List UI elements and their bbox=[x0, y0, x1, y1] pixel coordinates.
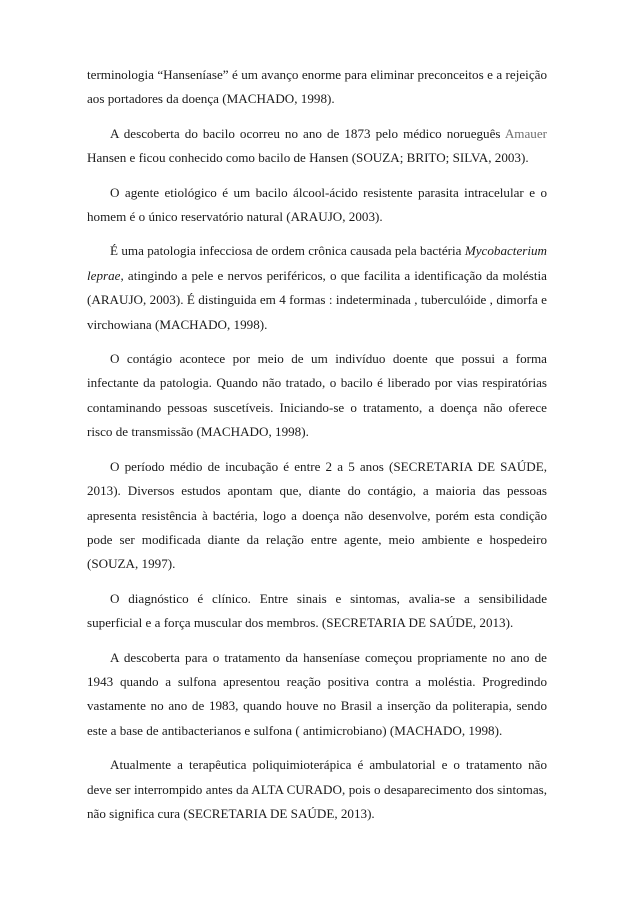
paragraph-text: É uma patologia infecciosa de ordem crônica causada pela bactéria bbox=[110, 243, 465, 259]
paragraph-etiologic-agent: O agente etiológico é um bacilo álcool-ácido resistente parasita intracelular e o homem é o único reservatório natural (ARAUJO, 2003). bbox=[87, 184, 547, 225]
paragraph-contagion: O contágio acontece por meio de um indivíduo doente que possui a forma infectante da patologia. Quando não tratado, o bacilo é liberado por vias respiratórias contaminando pessoas suscetíveis. Iniciando-se o tratamento, a doença não oferece risco de transmissão (MACHADO, 1998). bbox=[87, 351, 547, 440]
paragraph-current-therapy: Atualmente a terapêutica poliquimioterápica é ambulatorial e o tratamento não deve ser interrompido antes da ALTA CURADO, pois o desaparecimento dos sintomas, não significa cura (SECRETARIA DE SAÚDE, 2013). bbox=[87, 757, 547, 821]
paragraph-terminology: terminologia “Hanseníase” é um avanço enorme para eliminar preconceitos e a rejeição aos portadores da doença (MACHADO, 1998). bbox=[87, 67, 547, 107]
paragraph-incubation: O período médio de incubação é entre 2 a 5 anos (SECRETARIA DE SAÚDE, 2013). Diversos estudos apontam que, diante do contágio, a maioria das pessoas apresenta resistência à bactéria, logo a doença não desenvolve, porém esta condição pode ser modificada diante da relação entre agente, meio ambiente e hospedeiro (SOUZA, 1997). bbox=[87, 458, 547, 572]
paragraph-text: atingindo a pele e nervos periféricos, o que facilita a identificação da moléstia (ARAUJO, 2003). É distinguida em 4 formas : indeterminada , tuberculóide , dimorfa e virchowiana (MACHADO, 1998). bbox=[87, 267, 547, 332]
document-body bbox=[87, 63, 547, 836]
highlighted-name: Amauer bbox=[504, 125, 547, 141]
paragraph-treatment-history: A descoberta para o tratamento da hanseníase começou propriamente no ano de 1943 quando a sulfona apresentou reação positiva contra a moléstia. Progredindo vastamente no ano de 1983, quando houve no Brasil a inserção da politerapia, sendo este a base de antibacterianos e sulfona ( antimicrobiano) (MACHADO, 1998). bbox=[87, 649, 547, 738]
paragraph-text: Hansen e ficou conhecido como bacilo de Hansen (SOUZA; BRITO; SILVA, 2003). bbox=[87, 150, 529, 166]
paragraph-pathology bbox=[87, 239, 547, 337]
paragraph-bacillus-discovery bbox=[87, 122, 547, 171]
paragraph-diagnosis: O diagnóstico é clínico. Entre sinais e sintomas, avalia-se a sensibilidade superficial e a força muscular dos membros. (SECRETARIA DE SAÚDE, 2013). bbox=[87, 590, 547, 631]
species-name: Mycobacterium leprae, bbox=[87, 243, 547, 283]
paragraph-text: A descoberta do bacilo ocorreu no ano de 1873 pelo médico norueguês bbox=[110, 125, 505, 141]
